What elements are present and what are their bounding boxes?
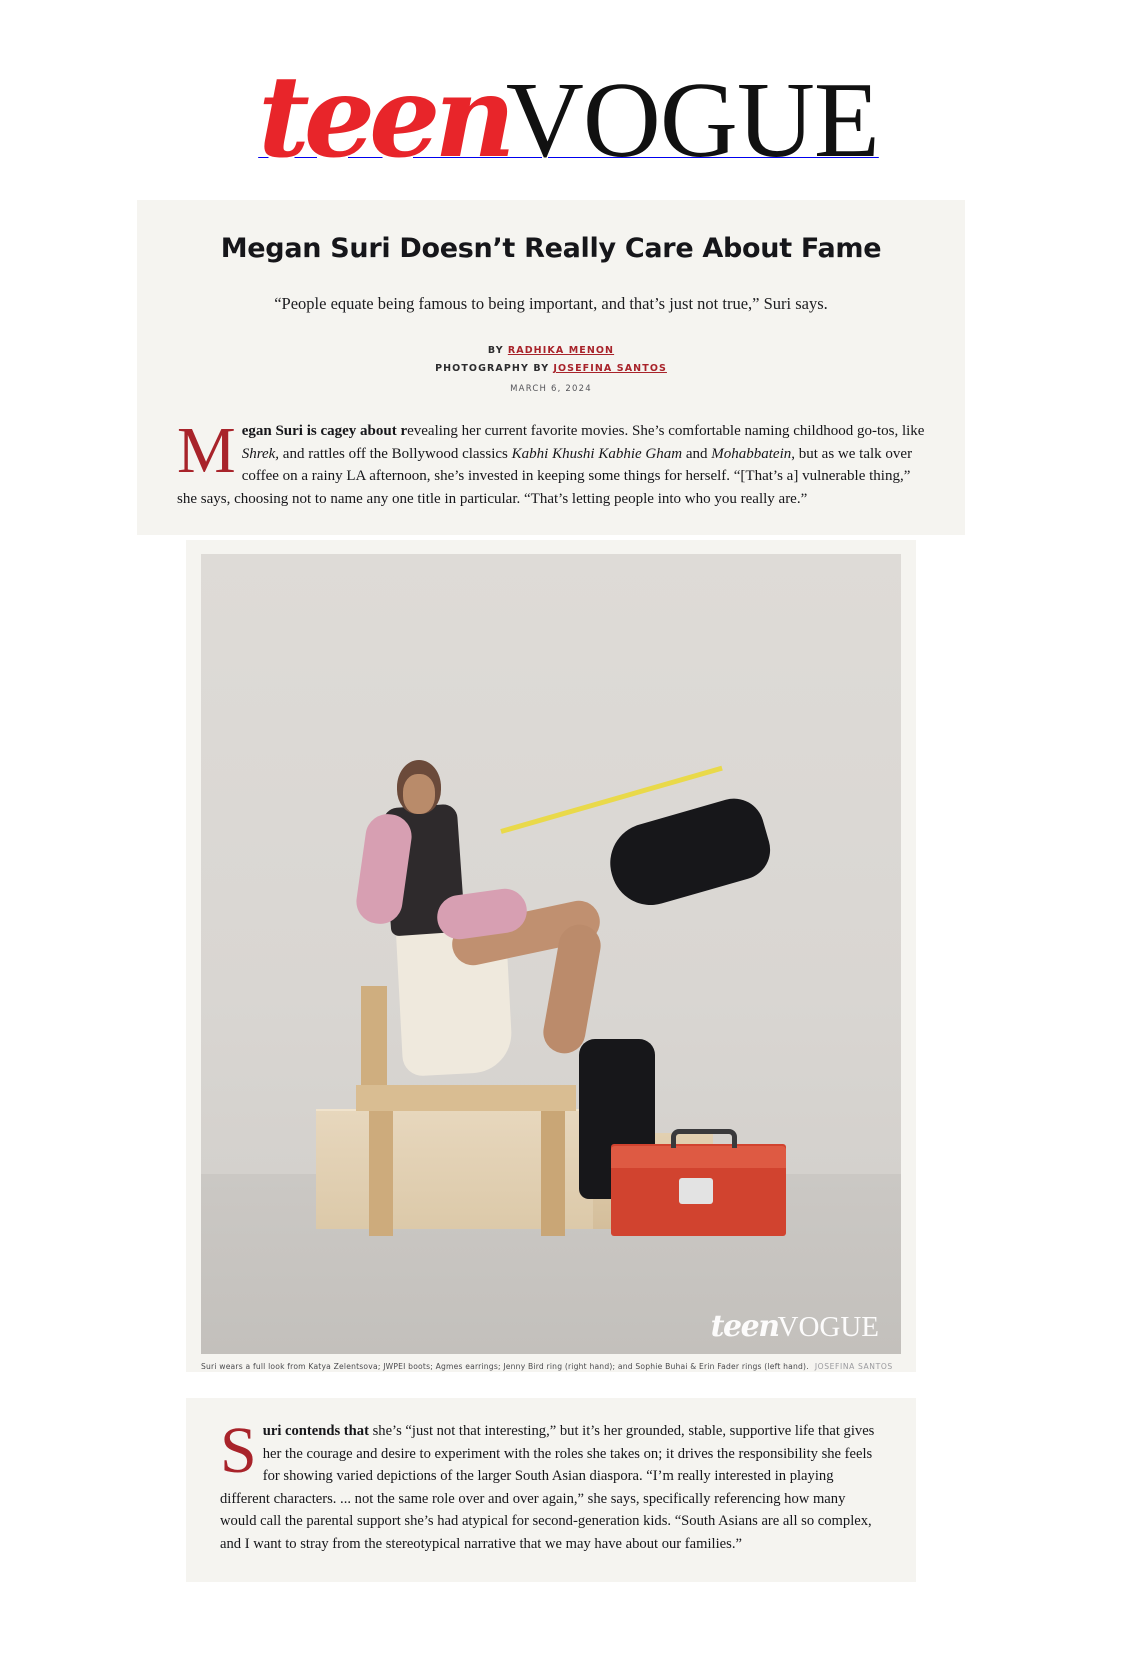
- teen-vogue-logo[interactable]: [258, 52, 879, 183]
- hero-photo: [201, 554, 901, 1354]
- photo-toolbox-handle: [671, 1129, 737, 1148]
- photography-row: [137, 363, 965, 374]
- article-dek: “People equate being famous to being important, and that’s just not true,” Suri says.: [274, 293, 828, 313]
- lede-dropcap: M: [177, 413, 236, 487]
- photo-subject-face: [403, 774, 435, 814]
- lede-title-shrek: Shrek,: [241, 445, 280, 462]
- lede-text-2: and rattles off the Bollywood classics: [279, 445, 512, 462]
- article-credits: [137, 345, 965, 374]
- body-paragraph: [220, 1414, 882, 1556]
- lede-bold-opening: egan Suri is cagey about r: [241, 422, 408, 439]
- body-dropcap: S: [220, 1414, 257, 1487]
- lede-title-mohabbatein: Mohabbatein: [711, 445, 792, 462]
- page-title: Megan Suri Doesn’t Really Care About Fame: [220, 233, 882, 264]
- lede-paragraph: [177, 413, 925, 511]
- lede-text-3: and: [682, 445, 712, 462]
- lede-title-kkkg: Kabhi Khushi Kabhie Gham: [511, 445, 683, 462]
- body-text: she’s “just not that interesting,” but it’s her grounded, stable, supportive life that gives her the courage and desire to experiment with the roles she takes on; it drives the responsibility she feels for showing varied depictions of the larger South Asian diaspora. “I’m really interested in playing different characters. ... not the same role over and over again,” she says, specifically referencing how many would call the parental support she’s had atypical for second-generation kids. “South Asians are all so complex, and I want to stray from the stereotypical narrative that we may have about our families.”: [220, 1423, 875, 1553]
- logo-word-teen: teen: [258, 52, 510, 183]
- watermark-word-teen: teen: [710, 1309, 779, 1344]
- article-body-block: [186, 1398, 916, 1582]
- photo-chair-seat: [356, 1085, 576, 1111]
- article-photo-block: [186, 540, 916, 1372]
- photo-chair-leg-right: [541, 1108, 565, 1236]
- byline-author-link[interactable]: RADHIKA MENON: [507, 344, 615, 356]
- photo-watermark-logo: [710, 1309, 879, 1344]
- byline-row: [137, 345, 965, 356]
- lede-text-1: evealing her current favorite movies. She’s comfortable naming childhood go-tos, like: [407, 422, 925, 439]
- watermark-word-vogue: VOGUE: [777, 1311, 879, 1343]
- publish-date: MARCH 6, 2024: [510, 383, 592, 394]
- photo-caption-text: Suri wears a full look from Katya Zelentsova; JWPEI boots; Agmes earrings; Jenny Bird ring (right hand); and Sophie Buhai & Erin Fader rings (left hand).: [201, 1362, 809, 1371]
- photo-toolbox-lid: [611, 1146, 786, 1168]
- photo-chair-leg-left: [369, 1108, 393, 1236]
- body-bold-opening: uri contends that: [262, 1423, 373, 1439]
- lede-text-4: , but as we talk over coffee on a rainy LA afternoon, she’s invested in keeping some things for herself. “[That’s a] vulnerable thing,” she says, choosing not to name any one title in particular. “That’s letting people into who you really are.”: [177, 445, 913, 508]
- photo-caption-credit: JOSEFINA SANTOS: [814, 1362, 893, 1371]
- logo-word-vogue: VOGUE: [505, 61, 879, 180]
- photographer-link[interactable]: JOSEFINA SANTOS: [553, 362, 667, 374]
- photo-caption: [201, 1361, 901, 1372]
- article-header-panel: [137, 200, 965, 535]
- photo-subject-boot-raised: [601, 792, 777, 915]
- site-masthead: [0, 52, 1137, 183]
- photo-toolbox-latch: [679, 1178, 713, 1204]
- photography-label: PHOTOGRAPHY BY: [435, 362, 550, 374]
- byline-label: BY: [487, 344, 504, 356]
